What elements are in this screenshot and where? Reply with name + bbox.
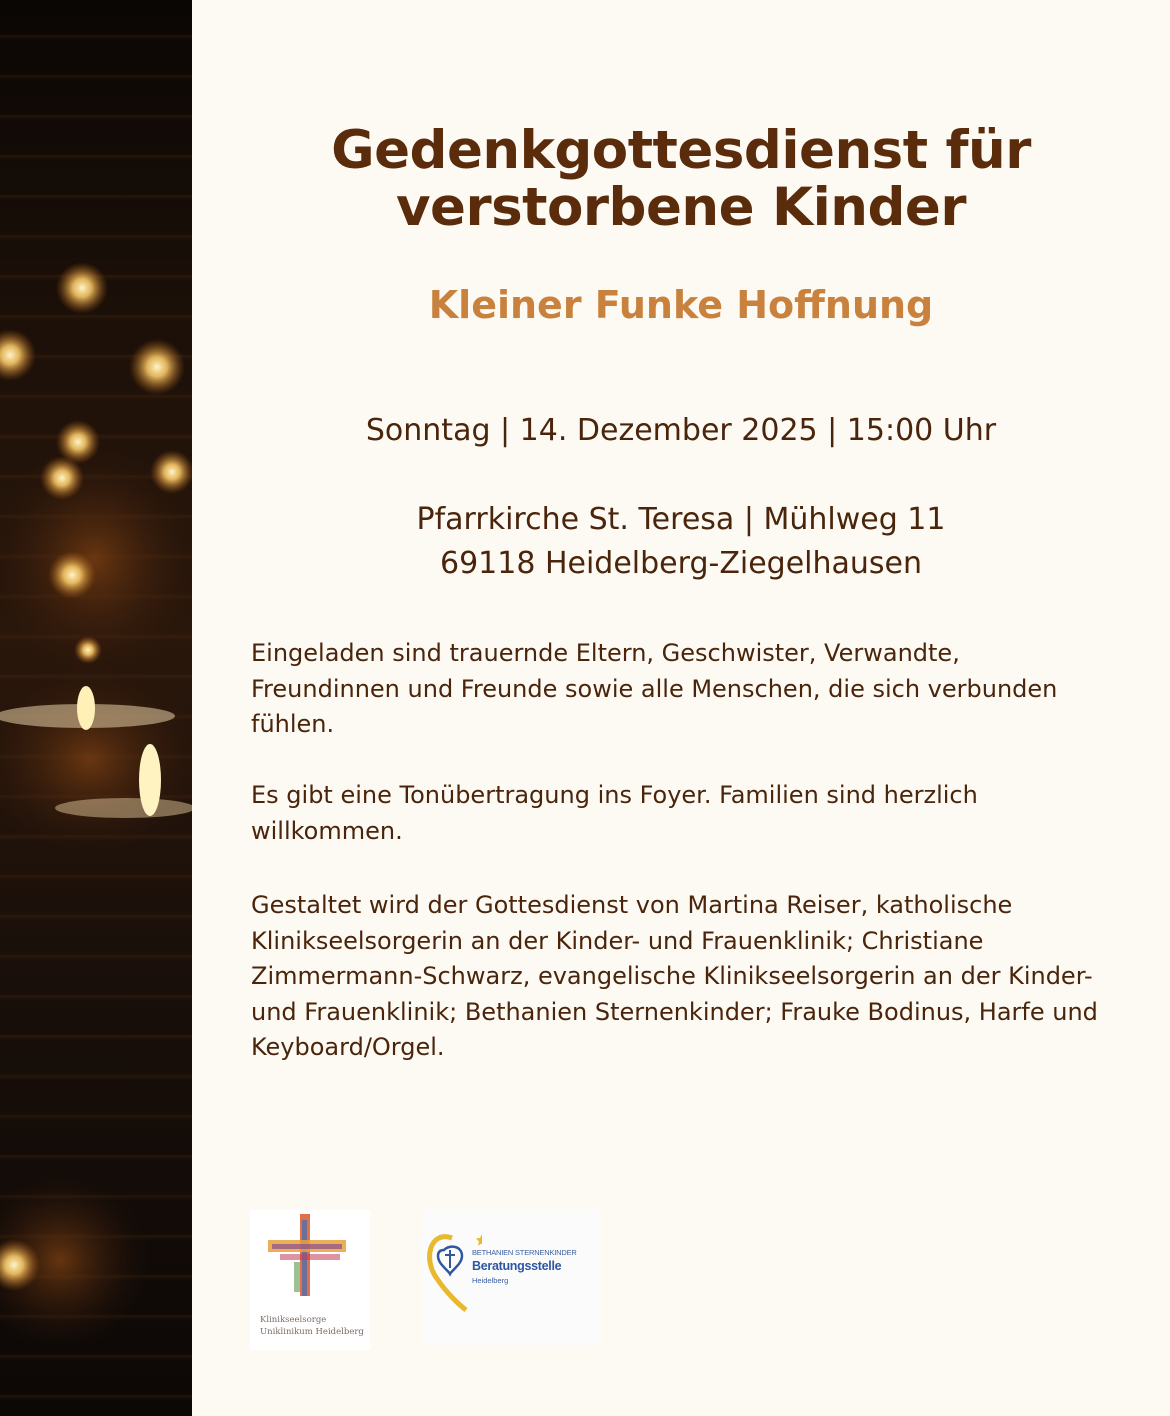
page-title	[192, 122, 1170, 236]
title-line: verstorbene Kinder	[395, 177, 967, 238]
audio-paragraph: Es gibt eine Tonübertragung ins Foyer. Familien sind herzlich willkommen.	[251, 781, 978, 845]
klinikseelsorge-logo	[250, 1210, 370, 1350]
candle-photo	[0, 0, 192, 1416]
title-line: Gedenkgottesdienst für	[331, 120, 1031, 181]
location-line: Pfarrkirche St. Teresa | Mühlweg 11	[416, 502, 946, 537]
bethanien-logo	[422, 1210, 602, 1345]
logo-main-text: Beratungsstelle	[472, 1259, 562, 1273]
heart-anchor-icon	[422, 1224, 482, 1324]
logo-caption: Klinikseelsorge	[260, 1315, 327, 1325]
subtitle: Kleiner Funke Hoffnung	[428, 283, 934, 327]
invitation-paragraph: Eingeladen sind trauernde Eltern, Geschwister, Verwandte, Freundinnen und Freunde sowie alle Menschen, die sich verbunden fühlen.	[251, 639, 1058, 738]
logo-city-text: Heidelberg	[472, 1276, 509, 1285]
logo-small-text: BETHANIEN STERNENKINDER	[472, 1248, 577, 1257]
location-line: 69118 Heidelberg-Ziegelhausen	[439, 546, 923, 581]
event-location	[192, 498, 1170, 586]
colorful-cross-icon	[250, 1210, 370, 1310]
logo-caption: Uniklinikum Heidelberg	[260, 1327, 364, 1337]
organizers-paragraph: Gestaltet wird der Gottesdienst von Martina Reiser, katholische Klinikseelsorgerin an der Kinder- und Frauenklinik; Christiane Zimmermann-Schwarz, evangelische Klinikseelsorgerin an der Kinder- und Frauenklinik; Bethanien Sternenkinder; Frauke Bodinus, Harfe und Keyboard/Orgel.	[251, 891, 1098, 1061]
flyer-content	[192, 0, 1170, 1416]
candle-lights-icon	[0, 0, 192, 1416]
event-date: Sonntag | 14. Dezember 2025 | 15:00 Uhr	[365, 413, 997, 448]
